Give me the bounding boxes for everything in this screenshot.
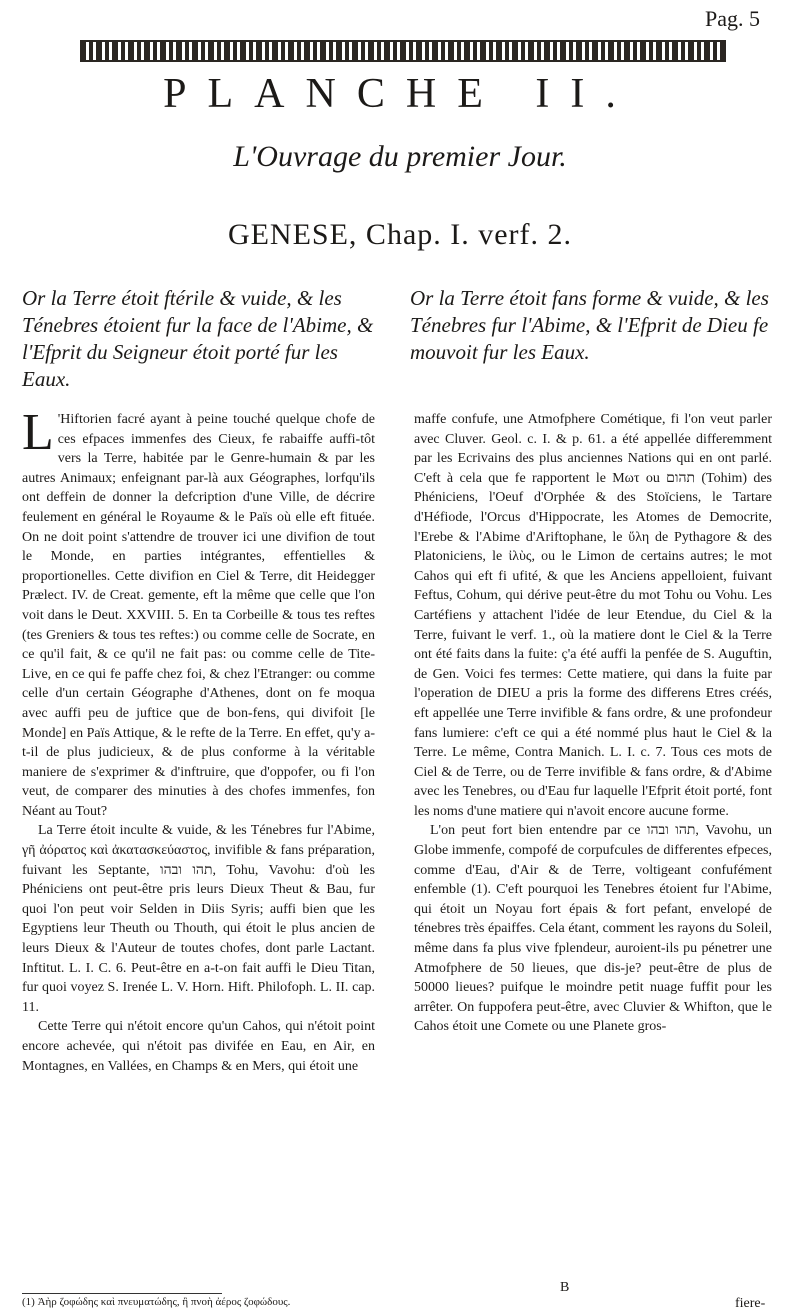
paragraph-text: 'Hiftorien facré ayant à peine touché quelque chofe de ces efpaces immenfes des Cieux, fe rabaiffe auffi-tôt vers la Terre, habitée par le Genre-humain & par les autres Animaux; enfeignant par-là aux Géographes, lorfqu'ils ont deffein de donner la defcription d'une Ville, de décrire feulement en général le Royaume & le Païs où elle eft fituée. On ne doit point s'attendre de trouver ici une divifion de tout le Monde, en parties intégrantes, effentielles & proportionelles. Cette divifion en Ciel & Terre, dit Heidegger Prælect. IV. de Creat. gemente, eft la même que celle que l'on voit dans le Deut. XXVIII. 5. En ta Corbeille & tous tes reftes (tes Greniers & tous tes reftes:) ou comme celle de Socrate, en ce qu'il fait, & ce qu'il ne fait pas: ou comme celle de Tite-Live, en ce qui fe paffe chez foi, & chez l'Etranger: ou comme celle d'un certain Géographe d'Athenes, dont on fe moqua avec auffi peu de juftice que de bon-fens, qui divifoit [le Monde] en Païs Attique, & le refte de la Terre. En effet, qu'y a-t-il de plus judicieux, & de plus conforme à la véritable maniere de s'exprimer & d'inftruire, que d'oppofer, ou fi l'on veut, de comparer des minuties à des chofes immenfes, fon Néant au Tout?: [22, 412, 375, 819]
text-column-right: [414, 410, 772, 1037]
paragraph: L'on peut fort bien entendre par ce תהו ובהו, Vavohu, un Globe immenfe, compofé de corpufcules de differentes efpeces, comme d'Eau, d'Air & de Terre, voltigeant confufément enfemble (1). C'eft pourquoi les Tenebres étoient fur l'Abime, qui étoit un Noyau fort épais & fort pefant, envelopé de ténebres très épaiffes. Cela étant, comment les rayons du Soleil, même dans fa plus vive fplendeur, auroient-ils pu pénetrer une Atmofphere de 50 lieues, que dis-je? peut-être de plus de 50000 lieues? puifque le moindre petit nuage fuffit pour les arrêter. On fuppofera peut-être, avec Cluvier & Whifton, que le Cahos étoit une Comete ou une Planete gros-: [414, 823, 772, 1035]
plate-subtitle: L'Ouvrage du premier Jour.: [233, 140, 567, 173]
page-number: Pag. 5: [705, 6, 760, 31]
footnote: (1) Ἀὴρ ζοφώδης καὶ πνευματώδης, ἢ πνοὴ ἀέρος ζοφώδους.: [22, 1296, 291, 1308]
footnote-rule: [22, 1293, 222, 1294]
plate-title: PLANCHE II.: [163, 71, 637, 117]
text-column-left: [22, 404, 375, 1076]
decorative-band: [80, 40, 726, 62]
paragraph: La Terre étoit inculte & vuide, & les Ténebres fur l'Abime, γῆ ἀόρατος καὶ ἀκατασκεύαστος, invifible & fans préparation, fuivant les Septante, תהו ובהו, Tohu, Vavohu: d'où les Phéniciens ont peut-être pris leurs Dieux Theut & Bau, fur quoi l'on peut voir Selden in Diis Syris; auffi bien que les Egyptiens leur Theuth ou Thouth, qui étoit le plus ancien de leurs Dieux & l'Auteur de toutes chofes, dont parle Lactant. Inftitut. L. I. C. 6. Peut-être en a-t-on fait auffi le Dieu Titan, fur quoi voyez S. Irenée L. V. Horn. Hift. Philofoph. L. II. cap. 11.: [22, 823, 375, 1015]
paragraph: [22, 404, 375, 821]
chapter-heading: GENESE, Chap. I. verf. 2.: [227, 218, 573, 251]
verse-left: Or la Terre étoit ftérile & vuide, & les Ténebres étoient fur la face de l'Abime, & l'Efprit du Seigneur étoit porté fur les Eaux.: [22, 286, 374, 391]
catchword: fiere-: [735, 1296, 766, 1311]
drop-cap: L: [22, 404, 54, 461]
paragraph: maffe confufe, une Atmofphere Cométique, fi l'on veut parler avec Cluver. Geol. c. I. & p. 61. a été appellée differemment par les Ecrivains des plus anciennes Nations qui en ont parlé. C'eft à cela que fe rapportent le Μωτ ou תהום (Tohim) des Phéniciens, l'Oeuf d'Orphée & des Stoïciens, le Tartare d'Héfiode, l'Orcus d'Hippocrate, les Atomes de Democrite, l'Erebe & l'Abime d'Ariftophane, le ὕλη de Pythagore & des Platoniciens, le ἰλὺς, ou le Limon de certains autres; le mot Cahos qui eft fi ufité, & que les Anciens appelloient, fuivant Feftus, Cohum, qui dérive peut-être du mot Tohu ou Vohu. Les Cartéfiens y attachent l'idée de leur Etendue, du Ciel & la Terre, fuivant le verf. 1., où la matiere dont le Ciel & la Terre ont été faits dans la fuite: ç'a été auffi la penfée de S. Auguftin, de Gen. Voici fes termes: Cette matiere, qui dans la fuite par l'operation de DIEU a pris la forme des differens Etres créés, eft appellée une Terre invifible & fans ordre, & une profondeur fans lumiere: c'eft ce qui a été nommé plus haut le Ciel & la Terre. Le même, Contra Manich. L. I. c. 7. Tous ces mots de Ciel & de Terre, ou de Terre invifible & fans ordre, & d'Abime avec les Tenebres, ou d'Eau fur laquelle l'Efprit étoit porté, font les noms d'une matiere qui n'avoit encore aucune forme.: [414, 412, 772, 819]
signature-mark: B: [560, 1280, 570, 1295]
paragraph: Cette Terre qui n'étoit encore qu'un Cahos, qui n'étoit point encore achevée, qui n'étoit pas divifée en Eau, en Air, en Montagnes, en Vallées, en Champs & en Mers, qui étoit une: [22, 1019, 375, 1074]
verse-right: Or la Terre étoit fans forme & vuide, & les Ténebres fur l'Abime, & l'Efprit de Dieu fe mouvoit fur les Eaux.: [410, 286, 769, 364]
